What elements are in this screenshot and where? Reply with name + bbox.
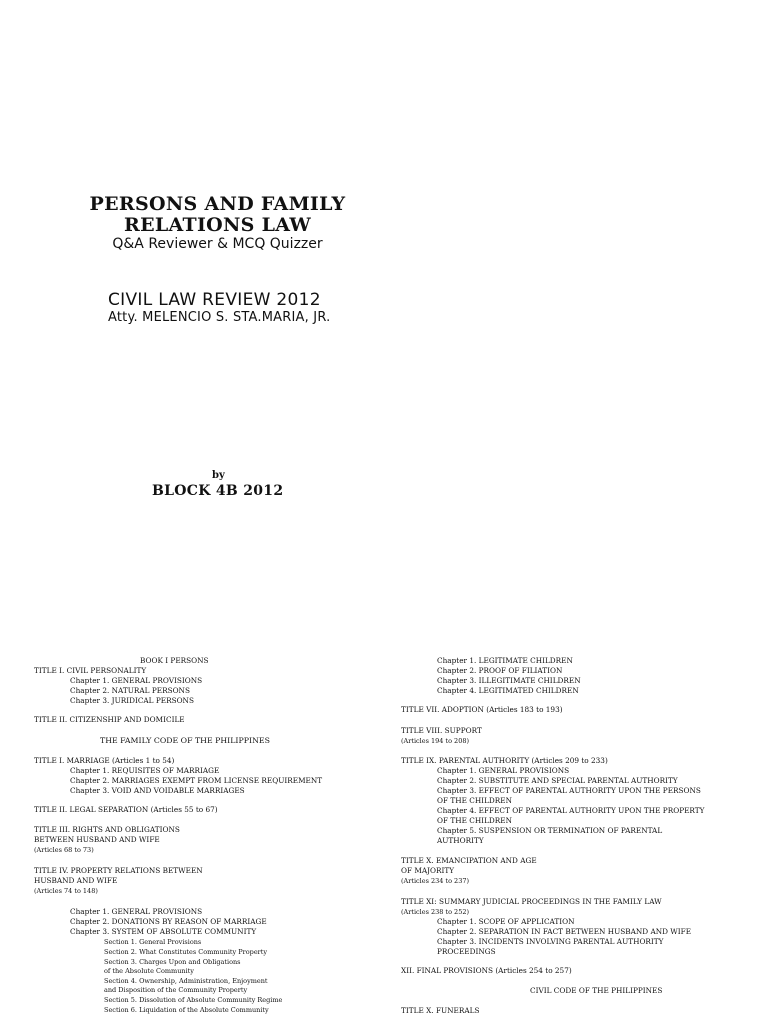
toc-heading: THE FAMILY CODE OF THE PHILIPPINES <box>100 736 270 745</box>
toc-entry: XII. FINAL PROVISIONS (Articles 254 to 257) <box>401 966 572 975</box>
toc-entry: Section 1. General Provisions <box>104 938 202 946</box>
toc-entry: Chapter 1. REQUISITES OF MARRIAGE <box>70 766 220 775</box>
toc-entry: Section 4. Ownership, Administration, Enjoyment <box>104 977 268 985</box>
toc-entry: Chapter 2. SUBSTITUTE AND SPECIAL PARENTAL AUTHORITY <box>437 776 678 785</box>
toc-entry: (Articles 68 to 73) <box>34 846 94 854</box>
toc-entry: OF THE CHILDREN <box>437 796 512 805</box>
toc-entry: PROCEEDINGS <box>437 947 496 956</box>
toc-entry: Chapter 2. MARRIAGES EXEMPT FROM LICENSE REQUIREMENT <box>70 776 323 785</box>
toc-entry: Chapter 3. INCIDENTS INVOLVING PARENTAL AUTHORITY <box>437 937 664 946</box>
toc-entry: Section 6. Liquidation of the Absolute Community <box>104 1006 269 1014</box>
toc-entry: Chapter 2. PROOF OF FILIATION <box>437 666 563 675</box>
toc-entry: Section 5. Dissolution of Absolute Community Regime <box>104 996 283 1004</box>
toc-entry: (Articles 238 to 252) <box>401 908 470 916</box>
toc-entry: (Articles 194 to 208) <box>401 737 470 745</box>
toc-entry: (Articles 74 to 148) <box>34 887 98 895</box>
toc-entry: and Disposition of the Community Property <box>104 986 248 994</box>
toc-entry: Chapter 3. SYSTEM OF ABSOLUTE COMMUNITY <box>70 927 257 936</box>
toc-entry: Chapter 1. LEGITIMATE CHILDREN <box>437 656 573 665</box>
toc-entry: TITLE VII. ADOPTION (Articles 183 to 193) <box>401 705 563 714</box>
toc-entry: Chapter 3. JURIDICAL PERSONS <box>70 696 194 705</box>
toc-heading: CIVIL CODE OF THE PHILIPPINES <box>530 986 663 995</box>
toc-entry: TITLE I. CIVIL PERSONALITY <box>34 666 147 675</box>
toc-entry: Chapter 4. EFFECT OF PARENTAL AUTHORITY UPON THE PROPERTY <box>437 806 705 815</box>
cover-title-line1: PERSONS AND FAMILY <box>89 193 346 215</box>
toc-entry: TITLE VIII. SUPPORT <box>401 726 482 735</box>
toc-entry: HUSBAND AND WIFE <box>34 876 118 885</box>
toc-entry: TITLE IV. PROPERTY RELATIONS BETWEEN <box>34 866 203 875</box>
toc-entry: TITLE II. CITIZENSHIP AND DOMICILE <box>34 715 185 724</box>
toc-entry: BETWEEN HUSBAND AND WIFE <box>34 835 160 844</box>
toc-entry: TITLE III. RIGHTS AND OBLIGATIONS <box>34 825 180 834</box>
toc-entry: TITLE XI: SUMMARY JUDICIAL PROCEEDINGS IN THE FAMILY LAW <box>401 897 662 906</box>
toc-entry: Chapter 2. DONATIONS BY REASON OF MARRIAGE <box>70 917 267 926</box>
cover-title-line2: RELATIONS LAW <box>123 214 311 236</box>
group-name: BLOCK 4B 2012 <box>152 483 284 499</box>
toc-entry: AUTHORITY <box>437 836 484 845</box>
author-name: Atty. MELENCIO S. STA.MARIA, JR. <box>108 310 331 325</box>
toc-entry: Chapter 1. SCOPE OF APPLICATION <box>437 917 575 926</box>
toc-entry: Chapter 3. ILLEGITIMATE CHILDREN <box>437 676 581 685</box>
toc-entry: TITLE I. MARRIAGE (Articles 1 to 54) <box>34 756 175 765</box>
toc-entry: Section 2. What Constitutes Community Property <box>104 948 268 956</box>
toc-entry: OF THE CHILDREN <box>437 816 512 825</box>
toc-entry: TITLE X. EMANCIPATION AND AGE <box>401 856 537 865</box>
toc-entry: Chapter 2. NATURAL PERSONS <box>70 686 190 695</box>
by-label: by <box>212 470 225 481</box>
toc-entry: Chapter 1. GENERAL PROVISIONS <box>70 676 203 685</box>
toc-entry: Chapter 3. EFFECT OF PARENTAL AUTHORITY UPON THE PERSONS <box>437 786 701 795</box>
toc-entry: TITLE IX. PARENTAL AUTHORITY (Articles 209 to 233) <box>401 756 608 765</box>
review-title: CIVIL LAW REVIEW 2012 <box>108 290 321 310</box>
toc-entry: Section 3. Charges Upon and Obligations <box>104 958 241 966</box>
toc-entry: OF MAJORITY <box>401 866 455 875</box>
toc-entry: Chapter 3. VOID AND VOIDABLE MARRIAGES <box>70 786 245 795</box>
toc-entry: Chapter 2. SEPARATION IN FACT BETWEEN HUSBAND AND WIFE <box>437 927 692 936</box>
toc-entry: of the Absolute Community <box>104 967 194 975</box>
cover-subtitle: Q&A Reviewer & MCQ Quizzer <box>112 236 323 252</box>
toc-entry: Chapter 1. GENERAL PROVISIONS <box>437 766 570 775</box>
toc-entry: TITLE X. FUNERALS <box>401 1006 480 1015</box>
toc-entry: Chapter 4. LEGITIMATED CHILDREN <box>437 686 579 695</box>
toc-entry: Chapter 1. GENERAL PROVISIONS <box>70 907 203 916</box>
toc-entry: Chapter 5. SUSPENSION OR TERMINATION OF PARENTAL <box>437 826 663 835</box>
toc-entry: (Articles 234 to 237) <box>401 877 470 885</box>
toc-entry: TITLE II. LEGAL SEPARATION (Articles 55 to 67) <box>34 805 218 814</box>
toc-heading: BOOK I PERSONS <box>140 656 209 665</box>
